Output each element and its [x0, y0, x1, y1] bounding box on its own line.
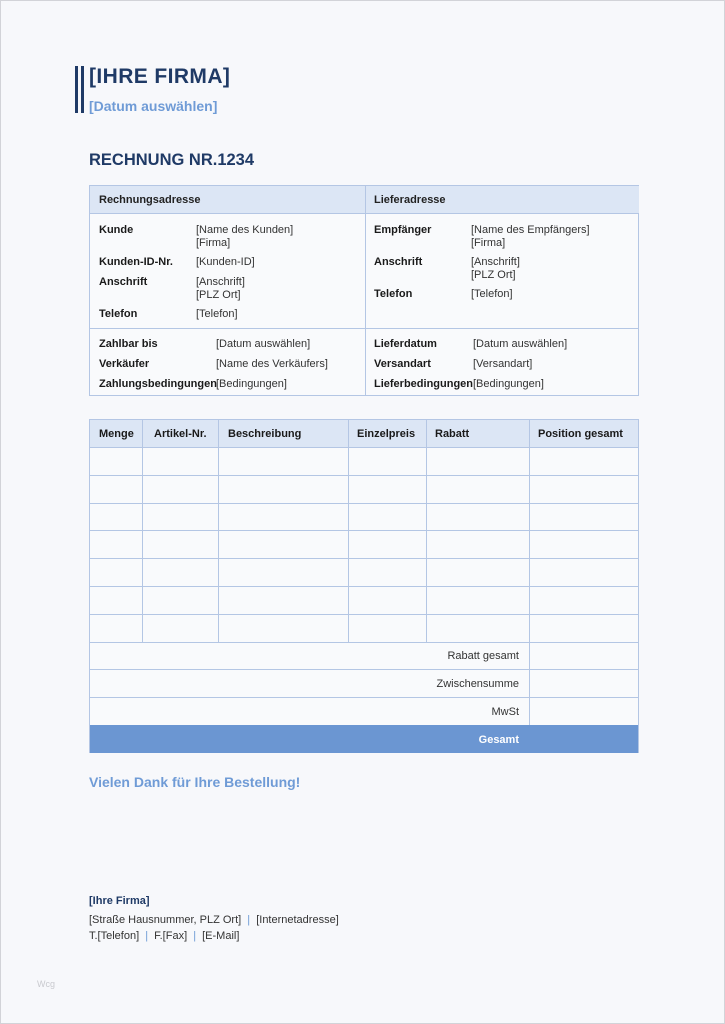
subtotal-label: Zwischensumme — [436, 678, 519, 690]
grid-column-line — [142, 420, 143, 642]
vat-label: MwSt — [491, 706, 519, 718]
footer-website[interactable]: [Internetadresse] — [256, 914, 339, 926]
column-header-unit-price: Einzelpreis — [357, 428, 416, 440]
total-label: Gesamt — [478, 734, 519, 746]
delivery-date-label: Lieferdatum — [374, 338, 437, 350]
accent-bar — [75, 66, 78, 113]
line-items-table — [89, 419, 639, 753]
shipping-recipient-name[interactable]: [Name des Empfängers] — [471, 224, 590, 236]
billing-phone-label: Telefon — [99, 308, 138, 320]
shipping-phone[interactable]: [Telefon] — [471, 288, 513, 300]
salesperson-field[interactable]: [Name des Verkäufers] — [216, 358, 328, 370]
column-header-article-no: Artikel-Nr. — [154, 428, 207, 440]
grid-column-line — [426, 420, 427, 642]
grid-row-line — [90, 614, 638, 615]
column-header-discount: Rabatt — [435, 428, 470, 440]
column-header-quantity: Menge — [99, 428, 134, 440]
footer-fax[interactable]: F.[Fax] — [154, 930, 188, 942]
due-date-label: Zahlbar bis — [99, 338, 158, 350]
company-name[interactable]: [IHRE FIRMA] — [89, 65, 231, 88]
shipping-address-label: Anschrift — [374, 256, 423, 268]
shipping-address-heading: Lieferadresse — [365, 186, 639, 214]
footer-address-line — [89, 914, 339, 926]
row-divider — [90, 328, 638, 329]
delivery-date-picker[interactable]: [Datum auswählen] — [473, 338, 568, 350]
grid-row-line — [90, 586, 638, 587]
thank-you-message[interactable]: Vielen Dank für Ihre Bestellung! — [89, 774, 301, 790]
grid-row-line — [90, 642, 638, 643]
due-date-picker[interactable]: [Datum auswählen] — [216, 338, 311, 350]
column-divider — [365, 186, 366, 395]
billing-address-heading: Rechnungsadresse — [90, 186, 365, 214]
shipping-recipient-label: Empfänger — [374, 224, 432, 236]
invoice-title[interactable]: RECHNUNG NR.1234 — [89, 151, 255, 169]
total-discount-label: Rabatt gesamt — [447, 650, 519, 662]
shipping-company[interactable]: [Firma] — [471, 237, 506, 249]
shipping-method-field[interactable]: [Versandart] — [473, 358, 533, 370]
shipping-method-label: Versandart — [374, 358, 431, 370]
billing-customer-name[interactable]: [Name des Kunden] — [196, 224, 294, 236]
grid-column-line — [218, 420, 219, 642]
grid-row-line — [90, 503, 638, 504]
grid-column-line — [529, 420, 530, 642]
watermark: Wcg — [37, 979, 55, 989]
delivery-terms-label: Lieferbedingungen — [374, 378, 473, 390]
billing-customer-label: Kunde — [99, 224, 134, 236]
shipping-street[interactable]: [Anschrift] — [471, 256, 520, 268]
billing-customer-id[interactable]: [Kunden-ID] — [196, 256, 255, 268]
footer-company[interactable]: [Ihre Firma] — [89, 895, 150, 907]
grid-row-line — [90, 669, 638, 670]
payment-terms-field[interactable]: [Bedingungen] — [216, 378, 287, 390]
grid-row-line — [90, 530, 638, 531]
separator: | — [145, 930, 149, 942]
grid-row-line — [90, 697, 638, 698]
footer-phone[interactable]: T.[Telefon] — [89, 930, 140, 942]
column-header-line-total: Position gesamt — [538, 428, 623, 440]
grid-row-line — [90, 558, 638, 559]
billing-street[interactable]: [Anschrift] — [196, 276, 245, 288]
date-picker[interactable]: [Datum auswählen] — [89, 98, 218, 114]
grid-row-line — [90, 475, 638, 476]
payment-terms-label: Zahlungsbedingungen — [99, 378, 217, 390]
delivery-terms-field[interactable]: [Bedingungen] — [473, 378, 544, 390]
column-header-description: Beschreibung — [228, 428, 302, 440]
billing-customer-id-label: Kunden-ID-Nr. — [99, 256, 173, 268]
shipping-city[interactable]: [PLZ Ort] — [471, 269, 516, 281]
separator: | — [247, 914, 251, 926]
accent-bar — [81, 66, 84, 113]
billing-phone[interactable]: [Telefon] — [196, 308, 238, 320]
salesperson-label: Verkäufer — [99, 358, 150, 370]
shipping-phone-label: Telefon — [374, 288, 413, 300]
separator: | — [193, 930, 197, 942]
footer-address[interactable]: [Straße Hausnummer, PLZ Ort] — [89, 914, 242, 926]
grid-column-line — [529, 642, 530, 725]
billing-city[interactable]: [PLZ Ort] — [196, 289, 241, 301]
footer-contact-line — [89, 930, 239, 942]
billing-company[interactable]: [Firma] — [196, 237, 231, 249]
footer-email[interactable]: [E-Mail] — [202, 930, 240, 942]
grid-column-line — [348, 420, 349, 642]
address-table — [89, 185, 639, 396]
billing-address-label: Anschrift — [99, 276, 148, 288]
total-row — [90, 725, 638, 753]
